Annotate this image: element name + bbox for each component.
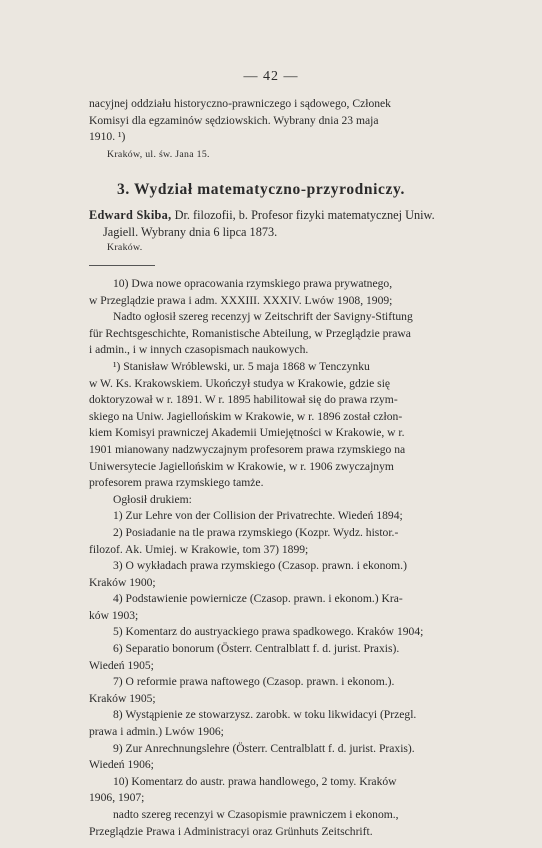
work-entry-line: Wiedeń 1905;: [89, 658, 154, 672]
footnote-line: skiego na Uniw. Jagiellońskim w Krakowie, w r. 1896 został człon-: [89, 409, 403, 423]
works-list: [89, 508, 452, 840]
section-block: [89, 181, 452, 255]
work-entry-line: 6) Separatio bonorum (Österr. Centralblatt f. d. jurist. Praxis).: [113, 642, 400, 656]
page-number: — 42 —: [243, 69, 299, 84]
footnote-line: w W. Ks. Krakowskiem. Ukończył studya w Krakowie, gdzie się: [89, 376, 391, 390]
footnote-line: profesorem prawa rzymskiego tamże.: [89, 476, 264, 490]
footnote-line: 1901 mianowany nadzwyczajnym profesorem prawa rzymskiego na: [89, 442, 406, 456]
footnote-line: für Rechtsgeschichte, Romanistische Abteilung, w Przeglądzie prawa: [89, 326, 411, 340]
intro-line: Komisyi dla egzaminów sędziowskich. Wybrany dnia 23 maja: [89, 113, 379, 127]
work-entry-line: 7) O reformie prawa naftowego (Czasop. prawn. i ekonom.).: [113, 675, 395, 689]
work-entry-line: nadto szereg recenzyi w Czasopismie prawniczem i ekonom.,: [113, 808, 399, 821]
work-entry-line: Przeglądzie Prawa i Administracyi oraz Grünhuts Zeitschrift.: [89, 824, 373, 838]
member-line: [89, 207, 452, 224]
footnote-line: ¹) Stanisław Wróblewski, ur. 5 maja 1868 w Tenczynku: [113, 359, 370, 373]
work-entry-line: 2) Posiadanie na tle prawa rzymskiego (Kozpr. Wydz. histor.-: [113, 525, 399, 539]
footnote-line: doktoryzował w r. 1891. W r. 1895 habilitował się do prawa rzym-: [89, 393, 398, 407]
published-label: Ogłosił drukiem:: [113, 492, 192, 506]
footnote-line: 10) Dwa nowe opracowania rzymskiego prawa prywatnego,: [113, 277, 393, 290]
work-entry-line: 1) Zur Lehre von der Collision der Privatrechte. Wiedeń 1894;: [113, 509, 403, 523]
intro-paragraph: [89, 96, 452, 162]
work-entry-line: Kraków 1900;: [89, 575, 156, 589]
member-desc: Dr. filozofii, b. Profesor fizyki matematycznej Uniw.: [174, 208, 435, 222]
work-entry-line: 4) Podstawienie powiernicze (Czasop. prawn. i ekonom.) Kra-: [113, 592, 403, 606]
footnote-line: kiem Komisyi prawniczej Akademii Umiejętności w Krakowie, w r.: [89, 426, 405, 440]
footnote-line: Uniwersytecie Jagiellońskim w Krakowie, w r. 1906 zwyczajnym: [89, 459, 394, 473]
work-entry-line: Wiedeń 1906;: [89, 758, 154, 772]
work-entry-line: 9) Zur Anrechnungslehre (Österr. Centralblatt f. d. jurist. Praxis).: [113, 741, 415, 755]
work-entry-line: 1906, 1907;: [89, 791, 145, 805]
section-heading: 3. Wydział matematyczno-przyrodniczy.: [117, 181, 405, 198]
work-entry-line: filozof. Ak. Umiej. w Krakowie, tom 37) 1899;: [89, 542, 309, 556]
intro-line: 1910. ¹): [89, 130, 126, 144]
footnote-line: i admin., i w innych czasopismach naukowych.: [89, 343, 309, 357]
work-entry-line: 3) O wykładach prawa rzymskiego (Czasop. prawn. i ekonom.): [113, 559, 407, 573]
member-address: Kraków.: [107, 242, 143, 253]
intro-line: nacyjnej oddziału historyczno-prawniczego i sądowego, Członek: [89, 97, 391, 110]
member-desc-2: Jagiell. Wybrany dnia 6 lipca 1873.: [103, 224, 278, 239]
footnotes: [89, 276, 452, 840]
footnote-line: Nadto ogłosił szereg recenzyj w Zeitschrift der Savigny-Stiftung: [113, 310, 413, 324]
work-entry-line: ków 1903;: [89, 608, 139, 622]
intro-address: Kraków, ul. św. Jana 15.: [107, 148, 210, 160]
work-entry-line: 8) Wystąpienie ze stowarzysz. zarobk. w toku likwidacyi (Przegl.: [113, 708, 417, 722]
work-entry-line: 5) Komentarz do austryackiego prawa spadkowego. Kraków 1904;: [113, 625, 424, 639]
member-name: Edward Skiba,: [89, 208, 172, 222]
work-entry-line: Kraków 1905;: [89, 691, 156, 705]
footnote-line: w Przeglądzie prawa i adm. XXXIII. XXXIV. Lwów 1908, 1909;: [89, 293, 393, 307]
work-entry-line: prawa i admin.) Lwów 1906;: [89, 725, 224, 739]
footnote-divider: [89, 265, 155, 266]
work-entry-line: 10) Komentarz do austr. prawa handlowego, 2 tomy. Kraków: [113, 774, 397, 788]
